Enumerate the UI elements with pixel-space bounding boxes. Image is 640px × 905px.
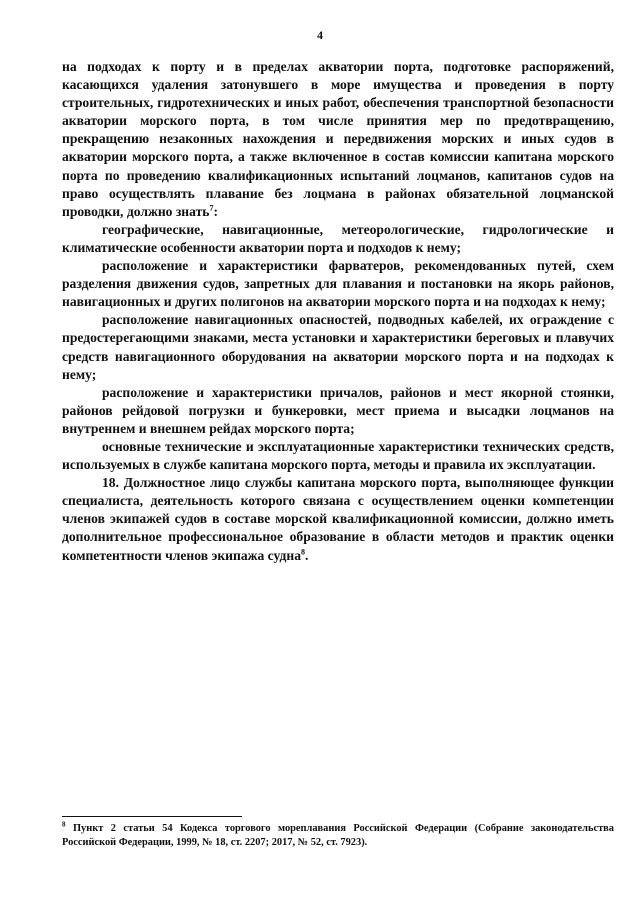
paragraph-tail: . [305,547,309,563]
paragraph-technical-means [62,438,614,474]
paragraph-text: расположение и характеристики причалов, районов и мест якорной стоянки, районов рейдовой погрузки и бункеровки, мест приема и высадки лоцманов на внутреннем и внешнем рейдах морского порта; [62,384,614,436]
paragraph-geographic [62,221,614,257]
footnote [62,822,614,850]
footnote-ref: 8 [301,547,305,556]
paragraph-tail: : [213,203,218,219]
paragraph-text: расположение навигационных опасностей, подводных кабелей, их ограждение с предостерегающими знаками, места установки и характеристики береговых и плавучих средств навигационного оборудования на акватории морского порта и на подходах к нему; [62,312,614,382]
footnote-text: Пункт 2 статьи 54 Кодекса торгового мореплавания Российской Федерации (Собрание законодательства Российской Федерации, 1999, № 18, ст. 2207; 2017, № 52, ст. 7923). [62,823,614,848]
paragraph-text: на подходах к порту и в пределах акватории порта, подготовке распоряжений, касающихся удаления затонувшего в море имущества и проведения в порту строительных, гидротехнических и иных работ, обеспечения транспортной безопасности акватории морского порта, в том числе принятия мер по предотвращению, прекращению незаконных нахождения и передвижения морских и иных судов в акватории морского порта, а также включенное в состав комиссии капитана морского порта по проведению квалификационных испытаний лоцманов, капитанов судов на право осуществлять плавание без лоцмана в районах обязательной лоцманской проводки, должно знать [62,59,614,219]
footnote-separator [62,816,242,817]
paragraph-fairways [62,257,614,311]
body-text [62,58,614,565]
footnote-ref: 7 [209,203,214,213]
paragraph-item-18 [62,474,614,564]
paragraph-continuation [62,58,614,221]
paragraph-berths [62,384,614,438]
paragraph-text: основные технические и эксплуатационные характеристики технических средств, используемых в службе капитана морского порта, методы и правила их эксплуатации. [62,438,614,473]
paragraph-text: 18. Должностное лицо службы капитана морского порта, выполняющее функции специалиста, деятельность которого связана с осуществлением оценки компетенции членов экипажей судов в составе морской квалификационной комиссии, должно иметь дополнительное профессиональное образование в области методов и практик оценки компетентности членов экипажа судна [62,475,614,563]
paragraph-hazards [62,311,614,383]
footnote-marker: 8 [62,820,66,829]
page-number: 4 [317,28,323,42]
paragraph-text: расположение и характеристики фарватеров, рекомендованных путей, схем разделения движения судов, запретных для плавания и постановки на якорь районов, навигационных и других полигонов на акватории морского порта и на подходах к нему; [62,258,614,310]
paragraph-text: географические, навигационные, метеорологические, гидрологические и климатические особенности акватории порта и подходов к нему; [62,221,614,255]
